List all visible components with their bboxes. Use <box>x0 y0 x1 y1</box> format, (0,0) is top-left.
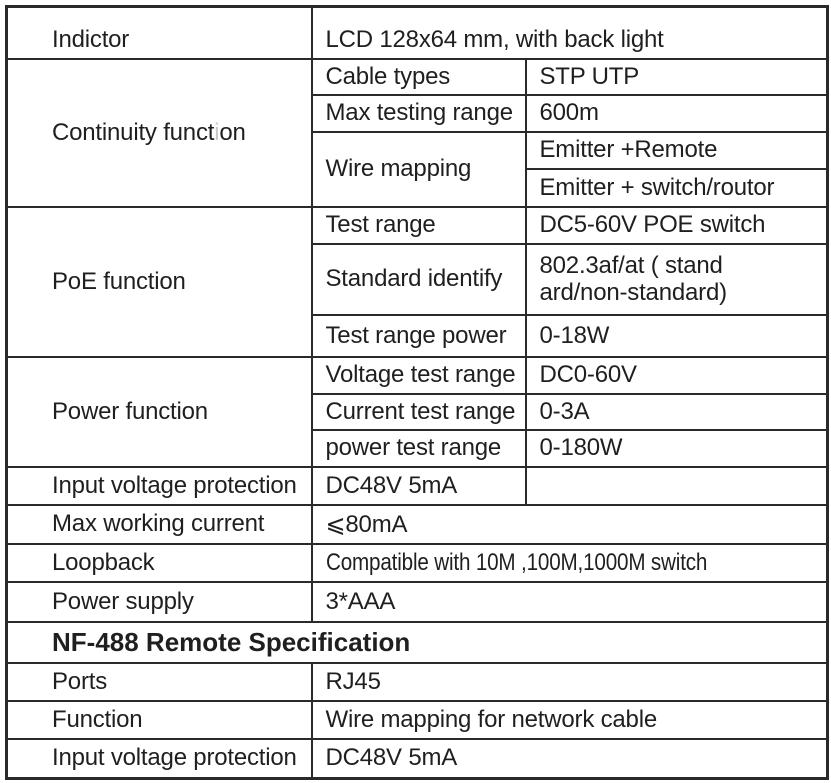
cell-remote-input-voltage-protection-value: DC48V 5mA <box>312 739 828 779</box>
remote-spec-section-title: NF-488 Remote Specification <box>7 622 828 663</box>
cell-current-test-range-value: 0-3A <box>526 394 828 430</box>
cell-function-value: Wire mapping for network cable <box>312 701 828 739</box>
cell-max-testing-range-value: 600m <box>526 95 828 132</box>
cell-empty <box>526 467 828 505</box>
cell-power-function-label: Power function <box>7 357 312 467</box>
row-test-range <box>7 207 828 244</box>
cell-standard-identify-label: Standard identify <box>312 244 526 315</box>
spec-table <box>5 5 829 780</box>
cell-ports-value: RJ45 <box>312 663 828 701</box>
cell-test-range-label: Test range <box>312 207 526 244</box>
cell-input-voltage-protection-value: DC48V 5mA <box>312 467 526 505</box>
cell-max-working-current-value: ⩽80mA <box>312 505 828 544</box>
loopback-value-text: Compatible with 10M ,100M,1000M switch <box>325 548 707 576</box>
cell-wire-mapping-label: Wire mapping <box>312 132 526 207</box>
continuity-label-faint-i: i <box>214 118 220 146</box>
cell-poe-function-label: PoE function <box>7 207 312 357</box>
cell-function-label: Function <box>7 701 312 739</box>
cell-voltage-test-range-label: Voltage test range <box>312 357 526 394</box>
cell-voltage-test-range-value: DC0-60V <box>526 357 828 394</box>
cell-current-test-range-label: Current test range <box>312 394 526 430</box>
cell-input-voltage-protection-label: Input voltage protection <box>7 467 312 505</box>
row-ports <box>7 663 828 701</box>
cell-loopback-value <box>312 544 828 582</box>
cell-wire-mapping-value-1: Emitter +Remote <box>526 132 828 169</box>
cell-max-working-current-label: Max working current <box>7 505 312 544</box>
row-input-voltage-protection <box>7 467 828 505</box>
cell-test-range-power-label: Test range power <box>312 315 526 357</box>
cell-power-supply-label: Power supply <box>7 582 312 622</box>
row-indictor <box>7 7 828 59</box>
cell-test-range-power-value: 0-18W <box>526 315 828 357</box>
row-function <box>7 701 828 739</box>
row-power-supply <box>7 582 828 622</box>
cell-indictor-label: Indictor <box>7 7 312 59</box>
row-voltage-test-range <box>7 357 828 394</box>
row-remote-input-voltage-protection <box>7 739 828 779</box>
row-remote-spec-header <box>7 622 828 663</box>
row-cable-types <box>7 59 828 95</box>
cell-power-test-range-label: power test range <box>312 430 526 467</box>
row-max-working-current <box>7 505 828 544</box>
cell-power-test-range-value: 0-180W <box>526 430 828 467</box>
cell-cable-types-label: Cable types <box>312 59 526 95</box>
cell-continuity-function-label <box>7 59 312 207</box>
cell-indictor-value: LCD 128x64 mm, with back light <box>312 7 828 59</box>
cell-max-testing-range-label: Max testing range <box>312 95 526 132</box>
cell-remote-input-voltage-protection-label: Input voltage protection <box>7 739 312 779</box>
cell-test-range-value: DC5-60V POE switch <box>526 207 828 244</box>
row-loopback <box>7 544 828 582</box>
cell-wire-mapping-value-2: Emitter + switch/routor <box>526 169 828 207</box>
cell-power-supply-value: 3*AAA <box>312 582 828 622</box>
cell-ports-label: Ports <box>7 663 312 701</box>
cell-standard-identify-value: 802.3af/at ( stand ard/non-standard) <box>526 244 828 315</box>
cell-cable-types-value: STP UTP <box>526 59 828 95</box>
cell-loopback-label: Loopback <box>7 544 312 582</box>
continuity-label-part: on <box>219 118 246 146</box>
continuity-label-part: Continuity funct <box>52 118 215 146</box>
